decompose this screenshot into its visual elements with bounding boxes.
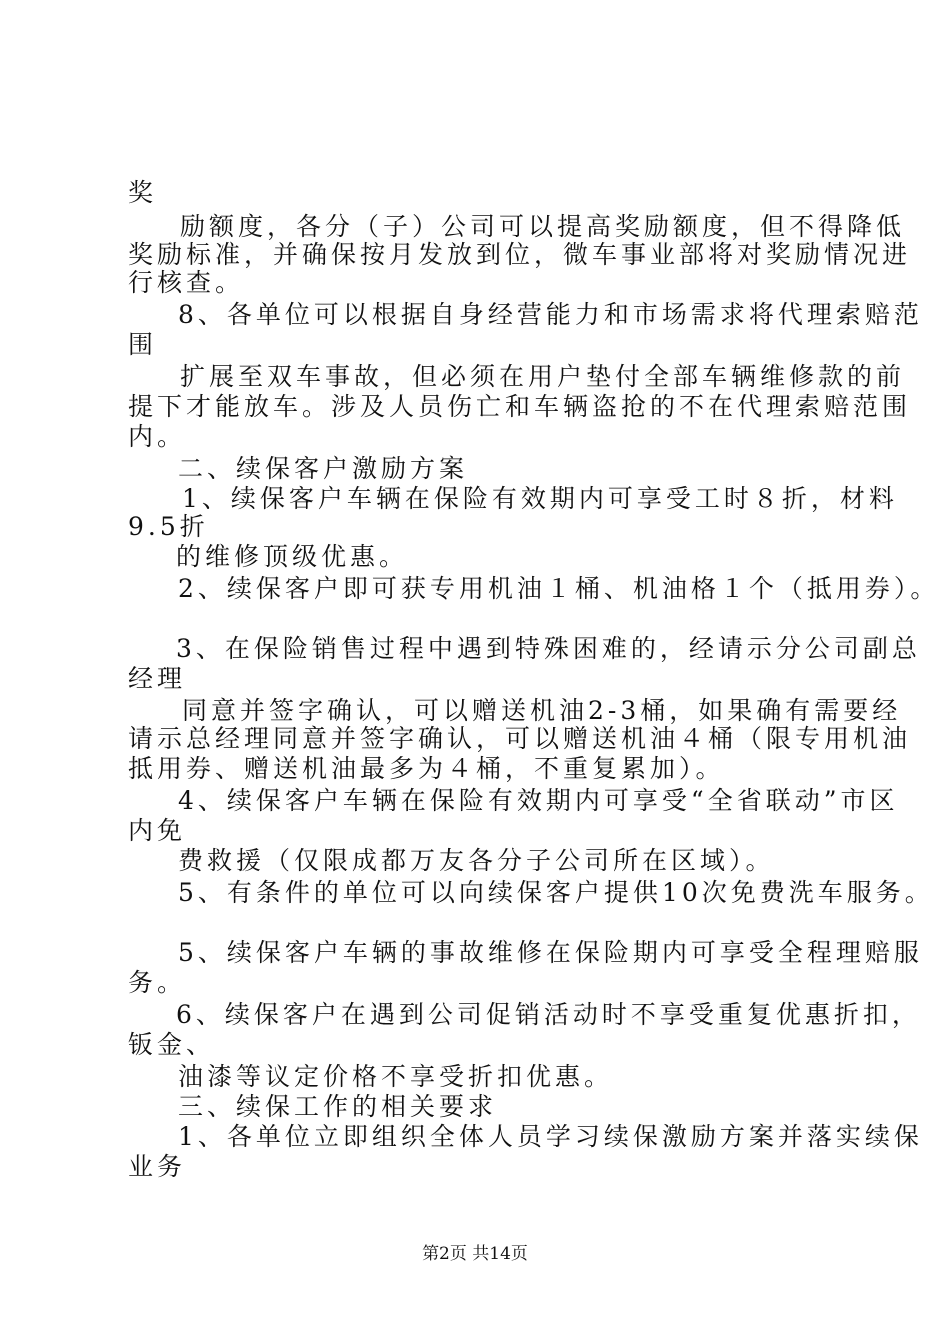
text-line: 内。 <box>128 422 187 451</box>
text-line: 5、有条件的单位可以向续保客户提供10次免费洗车服务。 <box>178 878 934 907</box>
text-line: 8、各单位可以根据自身经营能力和市场需求将代理索赔范 <box>178 300 923 329</box>
text-line: 请示总经理同意并签字确认，可以赠送机油４桶（限专用机油 <box>128 724 912 753</box>
text-line: 提下才能放车。涉及人员伤亡和车辆盗抢的不在代理索赔范围 <box>128 392 912 421</box>
section-heading: 二、续保客户激励方案 <box>178 454 469 483</box>
text-line: 励额度，各分（子）公司可以提高奖励额度，但不得降低 <box>180 212 906 241</box>
text-line: 1、续保客户车辆在保险有效期内可享受工时８折，材料 <box>182 484 898 513</box>
text-line: 1、各单位立即组织全体人员学习续保激励方案并落实续保 <box>178 1122 923 1151</box>
text-line: 务。 <box>128 968 187 997</box>
text-line: 3、在保险销售过程中遇到特殊困难的，经请示分公司副总 <box>176 634 921 663</box>
text-line: 4、续保客户车辆在保险有效期内可享受“全省联动”市区 <box>178 786 899 815</box>
text-line: 费救援（仅限成都万友各分子公司所在区域）。 <box>178 846 775 875</box>
page-footer: 第2页 共14页 <box>422 1244 528 1264</box>
text-line: 行核查。 <box>128 268 245 297</box>
text-line: 油漆等议定价格不享受折扣优惠。 <box>178 1062 614 1091</box>
text-line: 经理 <box>128 664 187 693</box>
text-line: 的维修顶级优惠。 <box>176 542 409 571</box>
section-heading: 三、续保工作的相关要求 <box>178 1092 498 1121</box>
text-line: 同意并签字确认，可以赠送机油2-3桶，如果确有需要经 <box>182 696 902 725</box>
text-line: 9.5折 <box>128 512 209 541</box>
text-line: 6、续保客户在遇到公司促销活动时不享受重复优惠折扣， <box>176 1000 921 1029</box>
text-line: 业务 <box>128 1152 187 1181</box>
text-line: 钣金、 <box>128 1030 216 1059</box>
text-line: 扩展至双车事故，但必须在用户垫付全部车辆维修款的前 <box>180 362 906 391</box>
text-line: 内免 <box>128 816 187 845</box>
text-line: 围 <box>128 330 158 359</box>
text-line: 奖励标准，并确保按月发放到位，微车事业部将对奖励情况进 <box>128 240 912 269</box>
text-line: 奖 <box>128 178 158 207</box>
text-line: 2、续保客户即可获专用机油１桶、机油格１个（抵用券）。 <box>178 574 940 603</box>
text-line: 抵用券、赠送机油最多为４桶，不重复累加）。 <box>128 754 725 783</box>
text-line: 5、续保客户车辆的事故维修在保险期内可享受全程理赔服 <box>178 938 923 967</box>
